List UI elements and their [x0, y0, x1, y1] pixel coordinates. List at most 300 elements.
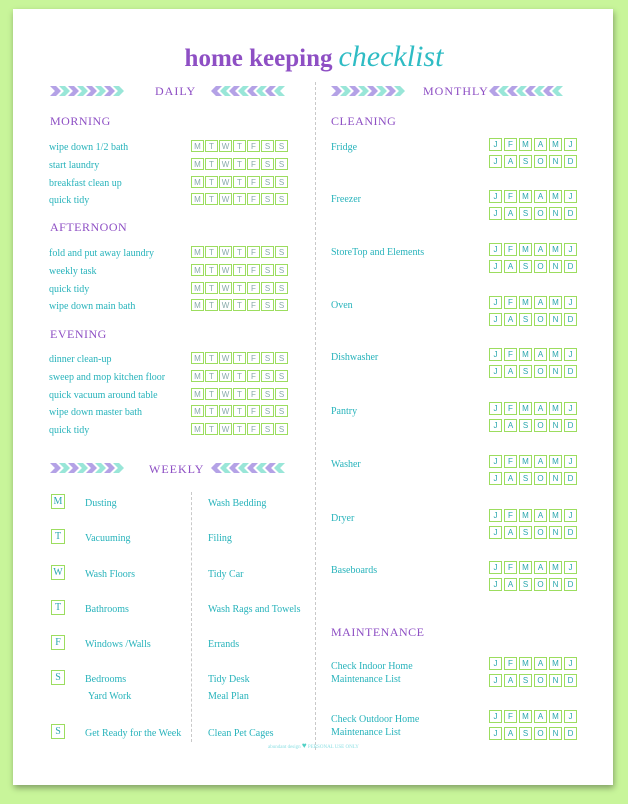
checkbox[interactable]: O [534, 674, 547, 687]
checkbox[interactable]: S [519, 472, 532, 485]
month-checkboxes-row2 [489, 578, 579, 591]
checkbox[interactable]: T [233, 193, 246, 205]
daily-task[interactable]: wipe down 1/2 bath [49, 142, 129, 153]
checkbox[interactable]: N [549, 578, 562, 591]
checkbox[interactable]: M [519, 561, 532, 574]
footer-license: PERSONAL USE ONLY [307, 745, 359, 750]
checkbox[interactable]: M [191, 370, 204, 382]
checkbox[interactable]: S [261, 193, 274, 205]
checkbox[interactable]: A [504, 207, 517, 220]
checkbox[interactable]: T [233, 282, 246, 294]
weekly-day-box[interactable]: T [51, 529, 65, 544]
checkbox[interactable]: M [519, 509, 532, 522]
checkbox[interactable]: T [233, 370, 246, 382]
weekly-task[interactable]: Tidy Desk [208, 674, 250, 685]
checkbox[interactable]: J [489, 455, 502, 468]
checkbox[interactable]: S [519, 207, 532, 220]
checkbox[interactable]: A [534, 296, 547, 309]
checkbox[interactable]: T [205, 388, 218, 400]
checkbox[interactable]: S [261, 140, 274, 152]
checkbox[interactable]: J [489, 674, 502, 687]
weekly-day-box[interactable]: S [51, 670, 65, 685]
checkbox[interactable]: J [564, 296, 577, 309]
checkbox[interactable]: T [205, 282, 218, 294]
daily-task[interactable]: wipe down main bath [49, 301, 136, 313]
checkbox[interactable]: M [191, 158, 204, 170]
checkbox[interactable]: F [504, 243, 517, 256]
checkbox[interactable]: T [233, 423, 246, 435]
cleaning-item[interactable]: Baseboards [331, 565, 378, 576]
month-checkboxes-row1 [489, 455, 579, 468]
monthly-chevrons-right [489, 86, 561, 96]
checkbox[interactable]: N [549, 674, 562, 687]
checkbox[interactable]: A [534, 348, 547, 361]
checkbox[interactable]: M [191, 299, 204, 311]
checkbox[interactable]: T [205, 423, 218, 435]
checkbox[interactable]: A [534, 190, 547, 203]
weekly-task[interactable]: Wash Bedding [208, 498, 267, 509]
checkbox[interactable]: W [219, 370, 232, 382]
checkbox[interactable]: M [191, 264, 204, 276]
weekly-task[interactable]: Get Ready for the Week [85, 728, 182, 739]
checkbox[interactable]: S [275, 423, 288, 435]
daily-task[interactable]: wipe down master bath [49, 407, 143, 419]
checkbox[interactable]: T [205, 246, 218, 258]
daily-task[interactable]: dinner clean-up [49, 354, 112, 365]
checkbox[interactable]: T [233, 405, 246, 417]
checkbox[interactable]: N [549, 526, 562, 539]
checkbox[interactable]: D [564, 260, 577, 273]
weekly-task[interactable]: Bedrooms [85, 674, 127, 685]
checkbox[interactable]: W [219, 158, 232, 170]
checkbox[interactable]: J [489, 578, 502, 591]
checkbox[interactable]: S [261, 388, 274, 400]
checkbox[interactable]: D [564, 727, 577, 740]
checkbox[interactable]: F [504, 710, 517, 723]
checkbox[interactable]: J [564, 657, 577, 670]
checkbox[interactable]: M [549, 402, 562, 415]
daily-task[interactable]: quick tidy [49, 425, 90, 437]
weekly-task[interactable]: Windows /Walls [85, 639, 151, 650]
checkbox[interactable]: D [564, 313, 577, 326]
checkbox[interactable]: D [564, 419, 577, 432]
checkbox[interactable]: F [504, 348, 517, 361]
checkbox[interactable]: S [261, 370, 274, 382]
checkbox[interactable]: O [534, 260, 547, 273]
checkbox[interactable]: F [247, 423, 260, 435]
weekly-day-box[interactable]: W [51, 565, 65, 580]
checkbox[interactable]: W [219, 352, 232, 364]
checkbox[interactable]: M [549, 561, 562, 574]
checkbox[interactable]: D [564, 365, 577, 378]
weekly-task[interactable]: Wash Rags and Towels [208, 604, 301, 615]
checkbox[interactable]: J [489, 472, 502, 485]
checkbox[interactable]: M [191, 282, 204, 294]
checkbox[interactable]: M [549, 657, 562, 670]
checkbox[interactable]: F [504, 296, 517, 309]
checkbox[interactable]: J [564, 243, 577, 256]
weekday-checkboxes [191, 388, 289, 400]
checkbox[interactable]: F [504, 455, 517, 468]
checkbox[interactable]: A [534, 455, 547, 468]
checkbox[interactable]: S [261, 352, 274, 364]
checkbox[interactable]: F [247, 299, 260, 311]
checkbox[interactable]: A [534, 561, 547, 574]
checkbox[interactable]: T [205, 299, 218, 311]
checkbox[interactable]: F [504, 402, 517, 415]
daily-task[interactable]: start laundry [49, 159, 100, 171]
checkbox[interactable]: T [205, 352, 218, 364]
checkbox[interactable]: D [564, 674, 577, 687]
checkbox[interactable]: O [534, 313, 547, 326]
checkbox[interactable]: S [261, 405, 274, 417]
checkbox[interactable]: A [504, 472, 517, 485]
checkbox[interactable]: F [247, 158, 260, 170]
checkbox[interactable]: T [233, 158, 246, 170]
checkbox[interactable]: J [489, 207, 502, 220]
checkbox[interactable]: A [534, 710, 547, 723]
checkbox[interactable]: S [519, 674, 532, 687]
checkbox[interactable]: W [219, 423, 232, 435]
checkbox[interactable]: M [549, 348, 562, 361]
checkbox[interactable]: T [205, 158, 218, 170]
month-checkboxes-row1 [489, 402, 579, 415]
checkbox[interactable]: F [504, 657, 517, 670]
cleaning-item[interactable]: Freezer [331, 194, 361, 205]
checkbox[interactable]: N [549, 727, 562, 740]
checkbox[interactable]: D [564, 207, 577, 220]
checkbox[interactable]: M [549, 710, 562, 723]
checkbox[interactable]: J [489, 138, 502, 151]
checkbox[interactable]: S [275, 264, 288, 276]
maintenance-item[interactable]: Check Outdoor Home [331, 714, 420, 725]
checkbox[interactable]: M [519, 348, 532, 361]
daily-chevrons-left [50, 86, 122, 96]
checkbox[interactable]: D [564, 472, 577, 485]
checkbox[interactable]: F [247, 264, 260, 276]
checkbox[interactable]: S [261, 299, 274, 311]
weekday-checkboxes [191, 158, 289, 170]
checkbox[interactable]: J [489, 243, 502, 256]
checkbox[interactable]: A [504, 365, 517, 378]
checkbox[interactable]: M [519, 296, 532, 309]
checkbox[interactable]: S [275, 405, 288, 417]
checkbox[interactable]: D [564, 578, 577, 591]
checkbox[interactable]: T [233, 388, 246, 400]
weekday-checkboxes [191, 264, 289, 276]
checkbox[interactable]: S [261, 282, 274, 294]
checkbox[interactable]: W [219, 388, 232, 400]
checkbox[interactable]: A [534, 509, 547, 522]
checkbox[interactable]: N [549, 155, 562, 168]
checkbox[interactable]: M [549, 509, 562, 522]
checkbox[interactable]: J [489, 561, 502, 574]
checkbox[interactable]: J [489, 296, 502, 309]
cleaning-heading: CLEANING [331, 114, 397, 128]
checkbox[interactable]: S [275, 140, 288, 152]
checkbox[interactable]: W [219, 264, 232, 276]
checkbox[interactable]: S [275, 299, 288, 311]
weekly-task[interactable]: Bathrooms [85, 604, 129, 615]
checkbox[interactable]: S [519, 155, 532, 168]
checkbox[interactable]: F [247, 140, 260, 152]
checkbox[interactable]: S [275, 176, 288, 188]
daily-task[interactable]: weekly task [49, 265, 97, 277]
checkbox[interactable]: M [519, 190, 532, 203]
checkbox[interactable]: J [489, 155, 502, 168]
checkbox[interactable]: W [219, 299, 232, 311]
checkbox[interactable]: A [504, 578, 517, 591]
checkbox[interactable]: M [549, 296, 562, 309]
checkbox[interactable]: S [275, 370, 288, 382]
checkbox[interactable]: T [205, 370, 218, 382]
weekly-task[interactable]: Filing [208, 533, 232, 544]
checkbox[interactable]: J [489, 190, 502, 203]
checkbox[interactable]: T [205, 176, 218, 188]
checkbox[interactable]: J [489, 727, 502, 740]
weekly-task[interactable]: Tidy Car [208, 569, 244, 580]
month-checkboxes-row2 [489, 472, 579, 485]
checkbox[interactable]: J [564, 710, 577, 723]
daily-task[interactable]: sweep and mop kitchen floor [49, 371, 166, 383]
checkbox[interactable]: A [504, 313, 517, 326]
checkbox[interactable]: S [275, 158, 288, 170]
cleaning-item[interactable]: Fridge [331, 142, 358, 153]
weekly-task[interactable]: Dusting [85, 498, 117, 509]
checkbox[interactable]: F [247, 193, 260, 205]
checkbox[interactable]: A [504, 419, 517, 432]
checkbox[interactable]: W [219, 282, 232, 294]
checkbox[interactable]: T [233, 176, 246, 188]
checkbox[interactable]: S [261, 246, 274, 258]
weekly-task[interactable]: Yard Work [88, 691, 132, 702]
checkbox[interactable]: A [534, 402, 547, 415]
cleaning-item[interactable]: StoreTop and Elements [331, 247, 425, 258]
checkbox[interactable]: O [534, 472, 547, 485]
checkbox[interactable]: M [549, 243, 562, 256]
checkbox[interactable]: F [504, 561, 517, 574]
checkbox[interactable]: S [275, 388, 288, 400]
checkbox[interactable]: O [534, 365, 547, 378]
checkbox[interactable]: S [519, 578, 532, 591]
weekday-checkboxes [191, 282, 289, 294]
checkbox[interactable]: S [275, 352, 288, 364]
checkbox[interactable]: A [504, 727, 517, 740]
checkbox[interactable]: F [247, 246, 260, 258]
checkbox[interactable]: S [261, 264, 274, 276]
checkbox[interactable]: J [489, 526, 502, 539]
maintenance-heading: MAINTENANCE [331, 625, 425, 639]
checkbox[interactable]: O [534, 419, 547, 432]
checkbox[interactable]: M [191, 176, 204, 188]
checkbox[interactable]: J [489, 710, 502, 723]
checkbox[interactable]: S [275, 193, 288, 205]
checkbox[interactable]: J [489, 419, 502, 432]
checkbox[interactable]: M [191, 140, 204, 152]
month-checkboxes-row2 [489, 526, 579, 539]
checkbox[interactable]: A [534, 657, 547, 670]
monthly-chevrons-left [331, 86, 403, 96]
checkbox[interactable]: N [549, 472, 562, 485]
checkbox[interactable]: J [489, 365, 502, 378]
checkbox[interactable]: W [219, 405, 232, 417]
checkbox[interactable]: S [275, 282, 288, 294]
checkbox[interactable]: J [564, 190, 577, 203]
weekly-day-box[interactable]: F [51, 635, 65, 650]
checkbox[interactable]: M [519, 455, 532, 468]
daily-group-2-heading: EVENING [50, 327, 107, 341]
checkbox[interactable]: S [519, 365, 532, 378]
checkbox[interactable]: T [205, 405, 218, 417]
weekly-chevrons-right [211, 463, 283, 473]
checkbox[interactable]: T [205, 193, 218, 205]
checkbox[interactable]: N [549, 313, 562, 326]
chevron-arrow-icon [50, 86, 61, 96]
checkbox[interactable]: S [275, 246, 288, 258]
cleaning-item[interactable]: Dryer [331, 513, 355, 524]
checkbox[interactable]: S [519, 526, 532, 539]
checkbox[interactable]: M [191, 193, 204, 205]
checkbox[interactable]: F [247, 370, 260, 382]
daily-chevrons-right [211, 86, 283, 96]
checkbox[interactable]: J [489, 402, 502, 415]
weekly-task[interactable]: Vacuuming [85, 533, 131, 544]
weekday-checkboxes [191, 405, 289, 417]
weekly-task[interactable]: Clean Pet Cages [208, 728, 274, 739]
checkbox[interactable]: S [261, 423, 274, 435]
checkbox[interactable]: M [191, 405, 204, 417]
weekday-checkboxes [191, 423, 289, 435]
checkbox[interactable]: S [519, 260, 532, 273]
weekday-checkboxes [191, 299, 289, 311]
weekly-task[interactable]: Errands [208, 639, 240, 650]
maintenance-item[interactable]: Maintenance List [331, 674, 401, 685]
maintenance-item[interactable]: Check Indoor Home [331, 661, 413, 672]
checkbox[interactable]: M [519, 243, 532, 256]
checkbox[interactable]: T [233, 264, 246, 276]
checkbox[interactable]: J [489, 657, 502, 670]
checkbox[interactable]: F [247, 176, 260, 188]
checkbox[interactable]: T [233, 352, 246, 364]
checkbox[interactable]: T [205, 140, 218, 152]
month-checkboxes-row2 [489, 674, 579, 687]
checkbox[interactable]: M [191, 352, 204, 364]
month-checkboxes-row2 [489, 260, 579, 273]
weekly-day-box[interactable]: T [51, 600, 65, 615]
checkbox[interactable]: W [219, 176, 232, 188]
checkbox[interactable]: J [564, 509, 577, 522]
daily-task[interactable]: quick tidy [49, 283, 90, 295]
checkbox[interactable]: M [549, 455, 562, 468]
daily-task[interactable]: breakfast clean up [49, 177, 122, 189]
checkbox[interactable]: A [534, 243, 547, 256]
checkbox[interactable]: F [247, 282, 260, 294]
checkbox[interactable]: F [247, 352, 260, 364]
checkbox[interactable]: M [191, 423, 204, 435]
checkbox[interactable]: F [247, 388, 260, 400]
checkbox[interactable]: J [489, 509, 502, 522]
weekly-day-box[interactable]: S [51, 724, 65, 739]
cleaning-item[interactable]: Oven [331, 300, 353, 311]
month-checkboxes-row1 [489, 138, 579, 151]
checkbox[interactable]: M [549, 190, 562, 203]
checkbox[interactable]: M [549, 138, 562, 151]
checkbox[interactable]: F [504, 190, 517, 203]
checkbox[interactable]: S [519, 419, 532, 432]
checkbox[interactable]: J [564, 348, 577, 361]
month-checkboxes-row2 [489, 155, 579, 168]
checkbox[interactable]: O [534, 727, 547, 740]
checkbox[interactable]: A [534, 138, 547, 151]
checkbox[interactable]: J [489, 260, 502, 273]
checkbox[interactable]: W [219, 246, 232, 258]
checkbox[interactable]: S [519, 313, 532, 326]
cleaning-item[interactable]: Pantry [331, 406, 358, 417]
checkbox[interactable]: J [564, 455, 577, 468]
checkbox[interactable]: M [191, 388, 204, 400]
checkbox[interactable]: F [247, 405, 260, 417]
checkbox[interactable]: T [233, 299, 246, 311]
checkbox[interactable]: F [504, 138, 517, 151]
weekly-task[interactable]: Meal Plan [208, 691, 249, 702]
weekly-task[interactable]: Wash Floors [85, 569, 136, 580]
checkbox[interactable]: A [504, 674, 517, 687]
checkbox[interactable]: N [549, 419, 562, 432]
month-checkboxes-row1 [489, 561, 579, 574]
checkbox[interactable]: S [261, 176, 274, 188]
maintenance-item[interactable]: Maintenance List [331, 727, 401, 738]
checkbox[interactable]: F [504, 509, 517, 522]
checkbox[interactable]: O [534, 207, 547, 220]
checkbox[interactable]: A [504, 526, 517, 539]
checkbox[interactable]: T [233, 246, 246, 258]
checkbox[interactable]: S [519, 727, 532, 740]
checkbox[interactable]: N [549, 207, 562, 220]
cleaning-item[interactable]: Dishwasher [331, 352, 379, 363]
checkbox[interactable]: N [549, 365, 562, 378]
checkbox[interactable]: A [504, 155, 517, 168]
checkbox[interactable]: M [519, 657, 532, 670]
checkbox[interactable]: J [489, 348, 502, 361]
checkbox[interactable]: S [261, 158, 274, 170]
weekly-day-box[interactable]: M [51, 494, 65, 509]
checkbox[interactable]: M [519, 138, 532, 151]
checkbox[interactable]: W [219, 193, 232, 205]
checkbox[interactable]: D [564, 526, 577, 539]
checkbox[interactable]: O [534, 155, 547, 168]
checkbox[interactable]: O [534, 526, 547, 539]
checkbox[interactable]: T [233, 140, 246, 152]
checkbox[interactable]: A [504, 260, 517, 273]
daily-task[interactable]: quick tidy [49, 195, 90, 207]
weekday-checkboxes [191, 176, 289, 188]
checkbox[interactable]: O [534, 578, 547, 591]
checkbox[interactable]: D [564, 155, 577, 168]
checkbox[interactable]: J [489, 313, 502, 326]
checkbox[interactable]: M [519, 710, 532, 723]
checkbox[interactable]: M [191, 246, 204, 258]
checkbox[interactable]: J [564, 402, 577, 415]
checkbox[interactable]: N [549, 260, 562, 273]
daily-task[interactable]: quick vacuum around table [49, 389, 158, 401]
daily-task[interactable]: fold and put away laundry [49, 248, 154, 259]
cleaning-item[interactable]: Washer [331, 459, 361, 470]
checkbox[interactable]: J [564, 138, 577, 151]
checkbox[interactable]: M [519, 402, 532, 415]
checkbox[interactable]: J [564, 561, 577, 574]
checkbox[interactable]: T [205, 264, 218, 276]
checkbox[interactable]: W [219, 140, 232, 152]
